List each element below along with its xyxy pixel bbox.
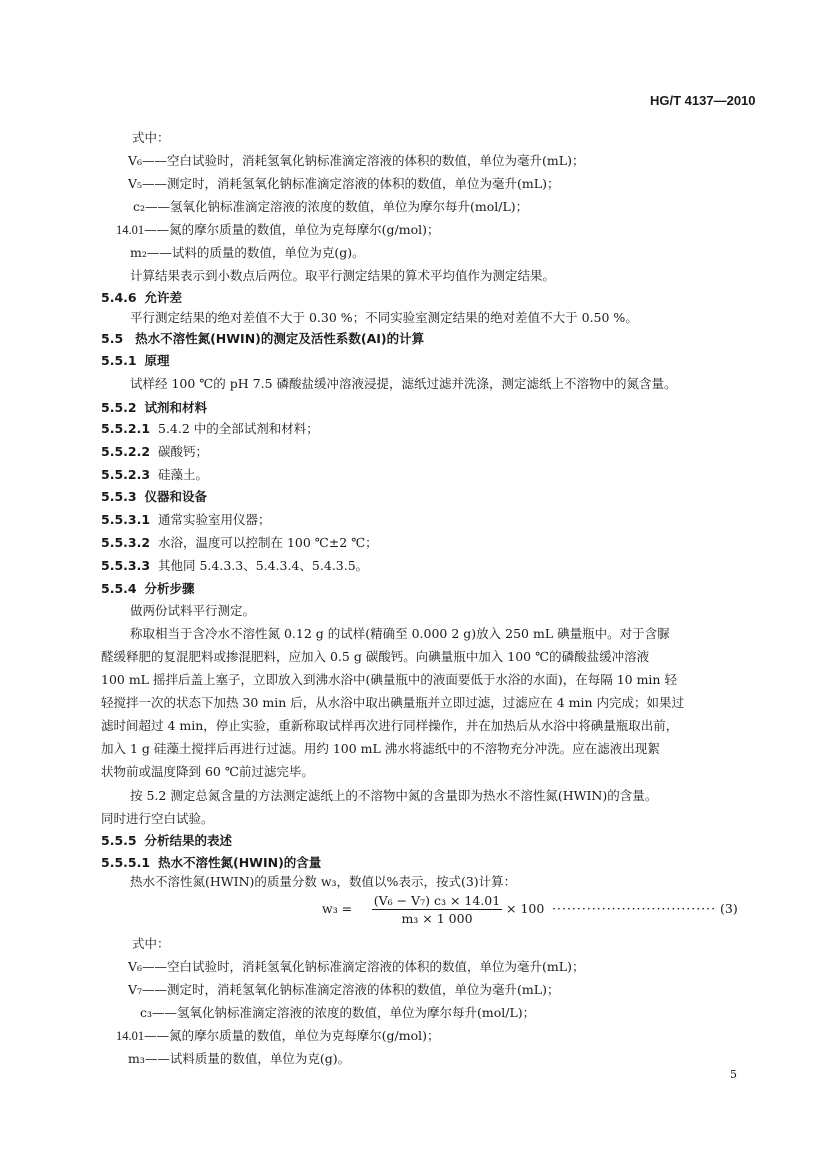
paragraph: 热水不溶性氮(HWIN)的质量分数 w₃，数值以%表示，按式(3)计算： [130,874,517,889]
paragraph-line: 同时进行空白试验。 [101,811,214,826]
definition: ——试料质量的数值，单位为克(g)。 [144,1051,351,1066]
equation-tail: × 100 [506,901,545,916]
section-number: 5.4.6 [101,290,137,305]
clause-number: 5.5.3.1 [101,512,151,527]
definition: ——空白试验时，消耗氢氧化钠标准滴定溶液的体积的数值，单位为毫升(mL)； [142,153,585,168]
paragraph-line: 加入 1 g 硅藻土搅拌后再进行过滤。用约 100 mL 沸水将滤纸中的不溶物充分冲洗。应在滤液出现絮 [101,741,660,756]
section-heading [101,330,424,348]
clause-number: 5.5.2.3 [101,467,151,482]
symbol: V₆ [128,959,143,974]
paragraph-line: 状物前或温度降到 60 ℃前过滤完毕。 [101,764,314,779]
def-c2 [133,198,528,216]
section-title: 原理 [144,353,170,368]
clause-number: 5.5.3.3 [101,558,151,573]
clause [101,466,208,484]
symbol: m₂ [130,245,147,260]
where-label: 式中： [132,936,170,951]
paragraph-line: 滤时间超过 4 min，停止实验，重新称取试样再次进行同样操作，并在加热后从水浴中将碘量瓶取出前， [101,718,679,733]
clause-number: 5.5.2.1 [101,421,151,436]
def-v6 [128,152,584,170]
symbol: 14.01 [116,223,145,237]
section-heading [101,854,321,872]
definition: ——测定时，消耗氢氧化钠标准滴定溶液的体积的数值，单位为毫升(mL)； [142,176,560,191]
clause-number: 5.5.2.2 [101,444,151,459]
definition: ——氮的摩尔质量的数值，单位为克每摩尔(g/mol)； [144,222,440,237]
clause-text: 其他同 5.4.3.3、5.4.3.4、5.4.3.5。 [158,558,369,573]
section-heading [101,580,195,598]
symbol: c₃ [140,1005,153,1020]
symbol: c₂ [133,199,146,214]
clause [101,443,208,461]
clause-text: 水浴，温度可以控制在 100 ℃±2 ℃； [158,535,378,550]
section-heading [101,488,207,506]
section-heading [101,399,207,417]
section-number: 5.5.5 [101,833,137,848]
clause [101,534,378,552]
symbol: V₇ [128,982,143,997]
definition: ——空白试验时，消耗氢氧化钠标准滴定溶液的体积的数值，单位为毫升(mL)； [142,959,585,974]
paragraph-line: 100 mL 摇拌后盖上塞子，立即放入到沸水浴中(碘量瓶中的液面要低于水浴的水面)，在每隔 10 min 轻 [101,672,677,687]
def-v6 [128,958,584,976]
paragraph-line: 称取相当于含冷水不溶性氮 0.12 g 的试样(精确至 0.000 2 g)放入 250 mL 碘量瓶中。对于含脲 [130,626,670,641]
section-number: 5.5.4 [101,581,137,596]
paragraph: 做两份试料平行测定。 [130,603,256,618]
clause [101,511,271,529]
clause-text: 碳酸钙； [158,444,209,459]
symbol: 14.01 [116,1029,145,1043]
page-number: 5 [730,1068,737,1081]
section-heading [101,352,170,370]
definition: ——试料的质量的数值，单位为克(g)。 [146,245,365,260]
paragraph: 试样经 100 ℃的 pH 7.5 磷酸盐缓冲溶液浸提，滤纸过滤并洗涤，测定滤纸上不溶物中的氮含量。 [130,376,677,391]
document-code: HG/T 4137—2010 [650,93,756,108]
section-number: 5.5.2 [101,400,137,415]
clause [101,420,319,438]
equation-fraction [372,893,502,926]
clause-number: 5.5.3.2 [101,535,151,550]
section-number: 5.5 [101,331,124,346]
section-number: 5.5.1 [101,353,137,368]
section-number: 5.5.3 [101,489,137,504]
equation-denominator: m₃ × 1 000 [401,911,473,926]
symbol: V₆ [128,153,143,168]
paragraph-line: 按 5.2 测定总氮含量的方法测定滤纸上的不溶物中氮的含量即为热水不溶性氮(HWIN)的含量。 [130,788,658,803]
def-molar-mass [116,1027,439,1045]
paragraph: 平行测定结果的绝对差值不大于 0.30 %；不同实验室测定结果的绝对差值不大于 0.50 %。 [130,310,638,325]
section-heading [101,289,182,307]
clause-text: 5.4.2 中的全部试剂和材料； [158,421,319,436]
def-m3 [128,1050,350,1068]
section-heading [101,832,232,850]
definition: ——氢氧化钠标准滴定溶液的浓度的数值，单位为摩尔每升(mol/L)； [152,1005,536,1020]
section-title: 仪器和设备 [144,489,208,504]
section-title: 分析步骤 [144,581,195,596]
definition: ——测定时，消耗氢氧化钠标准滴定溶液的体积的数值，单位为毫升(mL)； [142,982,560,997]
equation-number: (3) [720,901,738,916]
symbol: V₅ [128,176,143,191]
section-number: 5.5.5.1 [101,855,151,870]
section-title: 试剂和材料 [144,400,208,415]
clause-text: 硅藻土。 [158,467,209,482]
clause-text: 通常实验室用仪器； [158,512,271,527]
equation-lhs: w₃ = [322,901,353,916]
def-v7 [128,981,559,999]
section-title: 热水不溶性氮(HWIN)的含量 [158,855,322,870]
def-c3 [140,1004,535,1022]
equation-numerator: (V₆ − V₇) c₃ × 14.01 [373,893,501,908]
paragraph-line: 轻搅拌一次的状态下加热 30 min 后，从水浴中取出碘量瓶并立即过滤，过滤应在 4 min 内完成；如果过 [101,695,685,710]
definition: ——氢氧化钠标准滴定溶液的浓度的数值，单位为摩尔每升(mol/L)； [145,199,529,214]
section-title: 分析结果的表述 [144,833,233,848]
definition: ——氮的摩尔质量的数值，单位为克每摩尔(g/mol)； [144,1028,440,1043]
section-title: 允许差 [144,290,183,305]
symbol: m₃ [128,1051,145,1066]
clause [101,557,368,575]
def-molar-mass [116,221,439,239]
equation-3 [322,893,752,927]
fraction-bar [372,909,502,910]
section-title: 热水不溶性氮(HWIN)的测定及活性系数(AI)的计算 [135,331,425,346]
result-note: 计算结果表示到小数点后两位。取平行测定结果的算术平均值作为测定结果。 [130,268,556,283]
def-v5 [128,175,559,193]
where-label: 式中： [132,130,170,145]
def-m2 [130,244,365,262]
paragraph-line: 醛缓释肥的复混肥料或掺混肥料，应加入 0.5 g 碳酸钙。向碘量瓶中加入 100 ℃的磷酸盐缓冲溶液 [101,649,650,664]
equation-leader-dots: ································· [552,901,717,916]
